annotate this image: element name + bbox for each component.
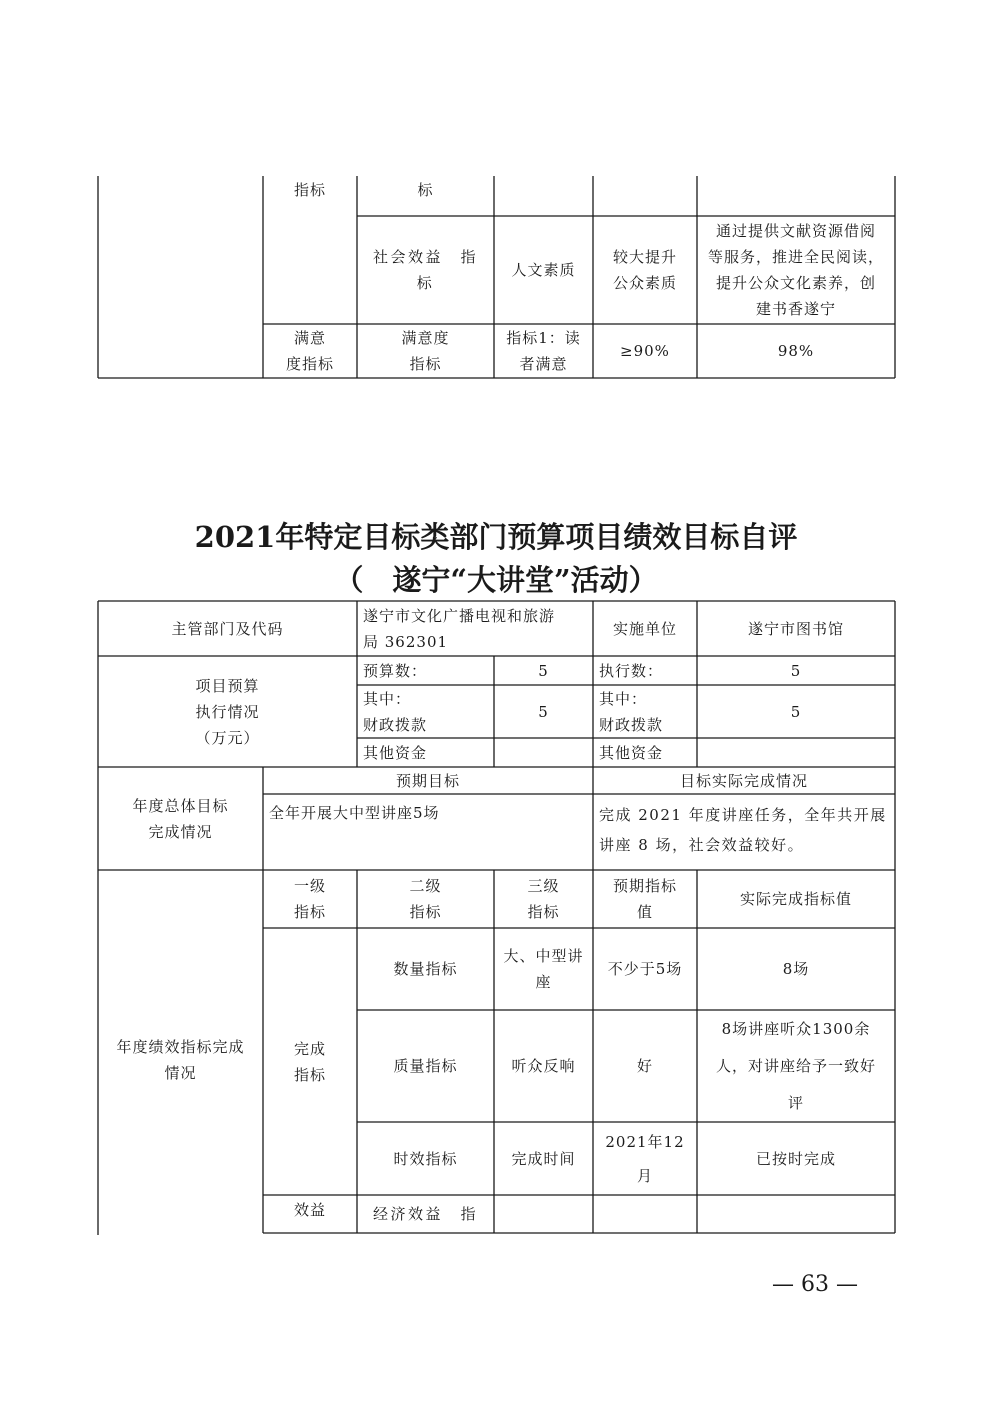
- header-level2: 二级 指标: [409, 877, 442, 921]
- row-quantity-expected: 不少于5场: [607, 960, 683, 978]
- expected-goal-header: 预期目标: [395, 771, 460, 790]
- budget-label: 项目预算 执行情况 （万元）: [195, 676, 260, 747]
- actual-goal-header: 目标实际完成情况: [679, 771, 808, 790]
- dept-value: 遂宁市文化广播电视和旅游 局 362301: [363, 606, 556, 651]
- exec-amount-value: 5: [790, 661, 802, 680]
- row-economic-level2: 经济效益 指: [372, 1205, 478, 1223]
- row-timeliness-actual: 已按时完成: [755, 1149, 836, 1168]
- prev-satisfaction-expected: ≥90%: [620, 342, 670, 360]
- expected-goal-text: 全年开展大中型讲座5场: [269, 804, 440, 822]
- impl-unit-label: 实施单位: [612, 619, 677, 638]
- fiscal-exec-label: 其中： 财政拨款: [599, 689, 664, 734]
- budget-amount-label: 预算数：: [363, 661, 428, 680]
- fiscal-budget-value: 5: [538, 702, 549, 721]
- fiscal-budget-label: 其中： 财政拨款: [363, 689, 428, 734]
- row-quality-level3: 听众反响: [511, 1057, 576, 1075]
- prev-expected-value: 较大提升 公众素质: [612, 248, 677, 292]
- annual-goal-label: 年度总体目标 完成情况: [132, 796, 229, 841]
- budget-amount-value: 5: [538, 661, 549, 680]
- row-quality-level2: 质量指标: [393, 1057, 458, 1075]
- fiscal-exec-value: 5: [790, 702, 802, 721]
- row-quantity-level2: 数量指标: [393, 960, 458, 978]
- page-number: — 63 —: [772, 1272, 858, 1297]
- indicators-label: 年度绩效指标完成 情况: [116, 1038, 245, 1082]
- level1-benefit: 效益: [293, 1201, 326, 1219]
- prev-humanistic-quality: 人文素质: [511, 261, 576, 279]
- header-level3: 三级 指标: [527, 877, 560, 921]
- row-quantity-actual: 8场: [782, 960, 810, 978]
- prev-satisfaction-level1: 满意 度指标: [285, 329, 334, 373]
- actual-goal-text: 完成 2021 年度讲座任务，全年共开展 讲座 8 场，社会效益较好。: [599, 806, 887, 854]
- row-quality-actual: 8场讲座听众1300余 人，对讲座给予一致好 评: [715, 1019, 876, 1112]
- prev-level1-header-tail: 指标: [293, 181, 326, 199]
- page-subtitle: （ 遂宁“大讲堂”活动）: [334, 563, 658, 597]
- dept-label: 主管部门及代码: [171, 619, 284, 638]
- prev-satisfaction-level2: 满意度 指标: [401, 329, 450, 373]
- header-level1: 一级 指标: [293, 877, 326, 921]
- other-funds-exec-label: 其他资金: [599, 743, 664, 762]
- row-quality-expected: 好: [636, 1057, 653, 1075]
- other-funds-label: 其他资金: [363, 743, 428, 762]
- exec-amount-label: 执行数：: [599, 661, 664, 680]
- level1-completion: 完成 指标: [293, 1039, 326, 1084]
- row-timeliness-level2: 时效指标: [393, 1149, 458, 1168]
- row-timeliness-level3: 完成时间: [511, 1149, 576, 1168]
- prev-reader-satisfaction: 指标1：读 者满意: [506, 329, 581, 373]
- prev-level2-header-tail: 标: [417, 181, 434, 199]
- header-actual-value: 实际完成指标值: [739, 890, 852, 908]
- prev-satisfaction-actual: 98%: [777, 342, 815, 360]
- impl-unit-value: 遂宁市图书馆: [747, 619, 844, 638]
- row-quantity-level3: 大、中型讲 座: [503, 947, 584, 991]
- prev-actual-value: 通过提供文献资源借阅 等服务，推进全民阅读， 提升公众文化素养，创 建书香遂宁: [707, 222, 884, 318]
- header-expected-value: 预期指标 值: [612, 877, 677, 921]
- row-timeliness-expected: 2021年12 月: [605, 1132, 685, 1185]
- page-title: 2021年特定目标类部门预算项目绩效目标自评: [194, 520, 798, 554]
- prev-social-benefit-indicator: 社会效益 指 标: [372, 248, 478, 292]
